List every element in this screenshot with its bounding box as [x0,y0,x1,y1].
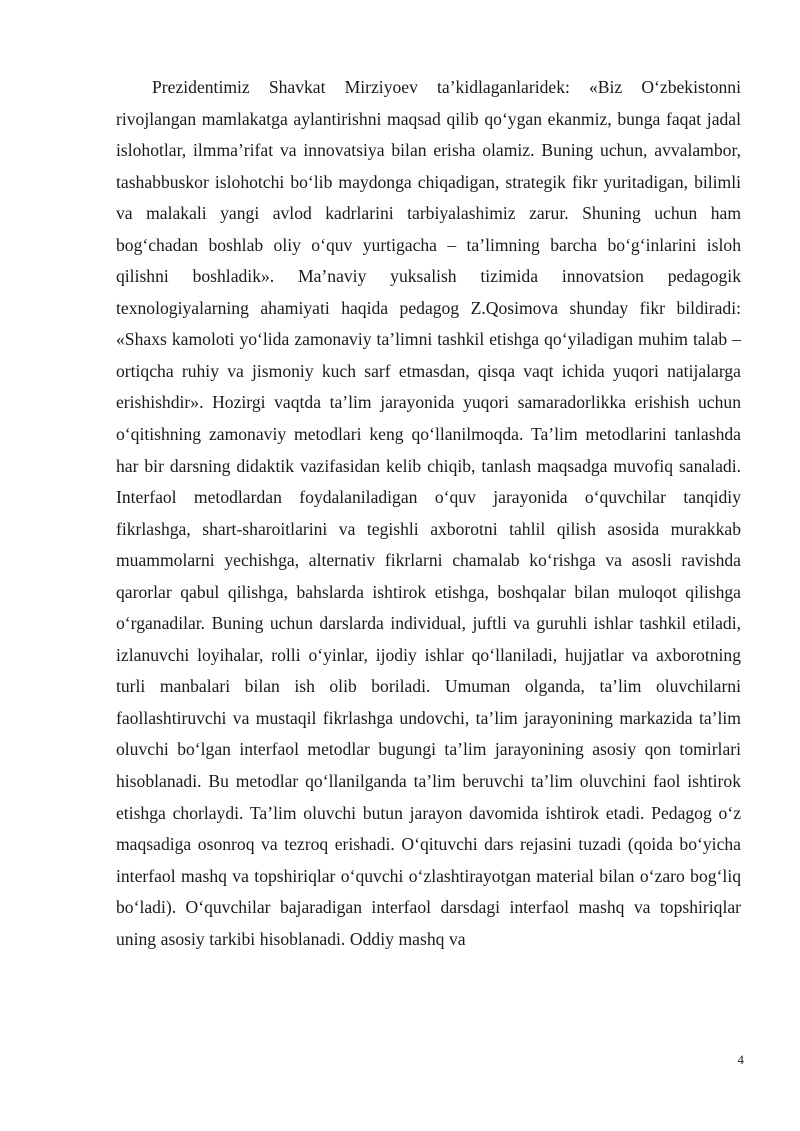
body-paragraph: Prezidentimiz Shavkat Mirziyoev ta’kidlaganlaridek: «Biz O‘zbekistonni rivojlangan mamlakatga aylantirishni maqsad qilib qo‘ygan ekanmiz, bunga faqat jadal islohotlar, ilmma’rifat va innovatsiya bilan erisha olamiz. Buning uchun, avvalambor, tashabbuskor islohotchi bo‘lib maydonga chiqadigan, strategik fikr yuritadigan, bilimli va malakali yangi avlod kadrlarini tarbiyalashimiz zarur. Shuning uchun ham bog‘chadan boshlab oliy o‘quv yurtigacha – ta’limning barcha bo‘g‘inlarini isloh qilishni boshladik». Ma’naviy yuksalish tizimida innovatsion pedagogik texnologiyalarning ahamiyati haqida pedagog Z.Qosimova shunday fikr bildiradi: «Shaxs kamoloti yo‘lida zamonaviy ta’limni tashkil etishga qo‘yiladigan muhim talab – ortiqcha ruhiy va jismoniy kuch sarf etmasdan, qisqa vaqt ichida yuqori natijalarga erishishdir». Hozirgi vaqtda ta’lim jarayonida yuqori samaradorlikka erishish uchun o‘qitishning zamonaviy metodlari keng qo‘llanilmoqda. Ta’lim metodlarini tanlashda har bir darsning didaktik vazifasidan kelib chiqib, tanlash maqsadga muvofiq sanaladi. Interfaol metodlardan foydalaniladigan o‘quv jarayonida o‘quvchilar tanqidiy fikrlashga, shart-sharoitlarini va tegishli axborotni tahlil qilish asosida murakkab muammolarni yechishga, alternativ fikrlarni chamalab ko‘rishga va asosli ravishda qarorlar qabul qilishga, bahslarda ishtirok etishga, boshqalar bilan muloqot qilishga o‘rganadilar. Buning uchun darslarda individual, juftli va guruhli ishlar tashkil etiladi, izlanuvchi loyihalar, rolli o‘yinlar, ijodiy ishlar qo‘llaniladi, hujjatlar va axborotning turli manbalari bilan ish olib boriladi. Umuman olganda, ta’lim oluvchilarni faollashtiruvchi va mustaqil fikrlashga undovchi, ta’lim jarayonining markazida ta’lim oluvchi bo‘lgan interfaol metodlar bugungi ta’lim jarayonining asosiy qon tomirlari hisoblanadi. Bu metodlar qo‘llanilganda ta’lim beruvchi ta’lim oluvchini faol ishtirok etishga chorlaydi. Ta’lim oluvchi butun jarayon davomida ishtirok etadi. Pedagog o‘z maqsadiga osonroq va tezroq erishadi. O‘qituvchi dars rejasini tuzadi (qoida bo‘yicha interfaol mashq va topshiriqlar o‘quvchi o‘zlashtirayotgan material bilan o‘zaro bog‘liq bo‘ladi). O‘quvchilar bajaradigan interfaol darsdagi interfaol mashq va topshiriqlar uning asosiy tarkibi hisoblanadi. Oddiy mashq va [116,77,741,949]
page-number: 4 [737,1052,744,1067]
